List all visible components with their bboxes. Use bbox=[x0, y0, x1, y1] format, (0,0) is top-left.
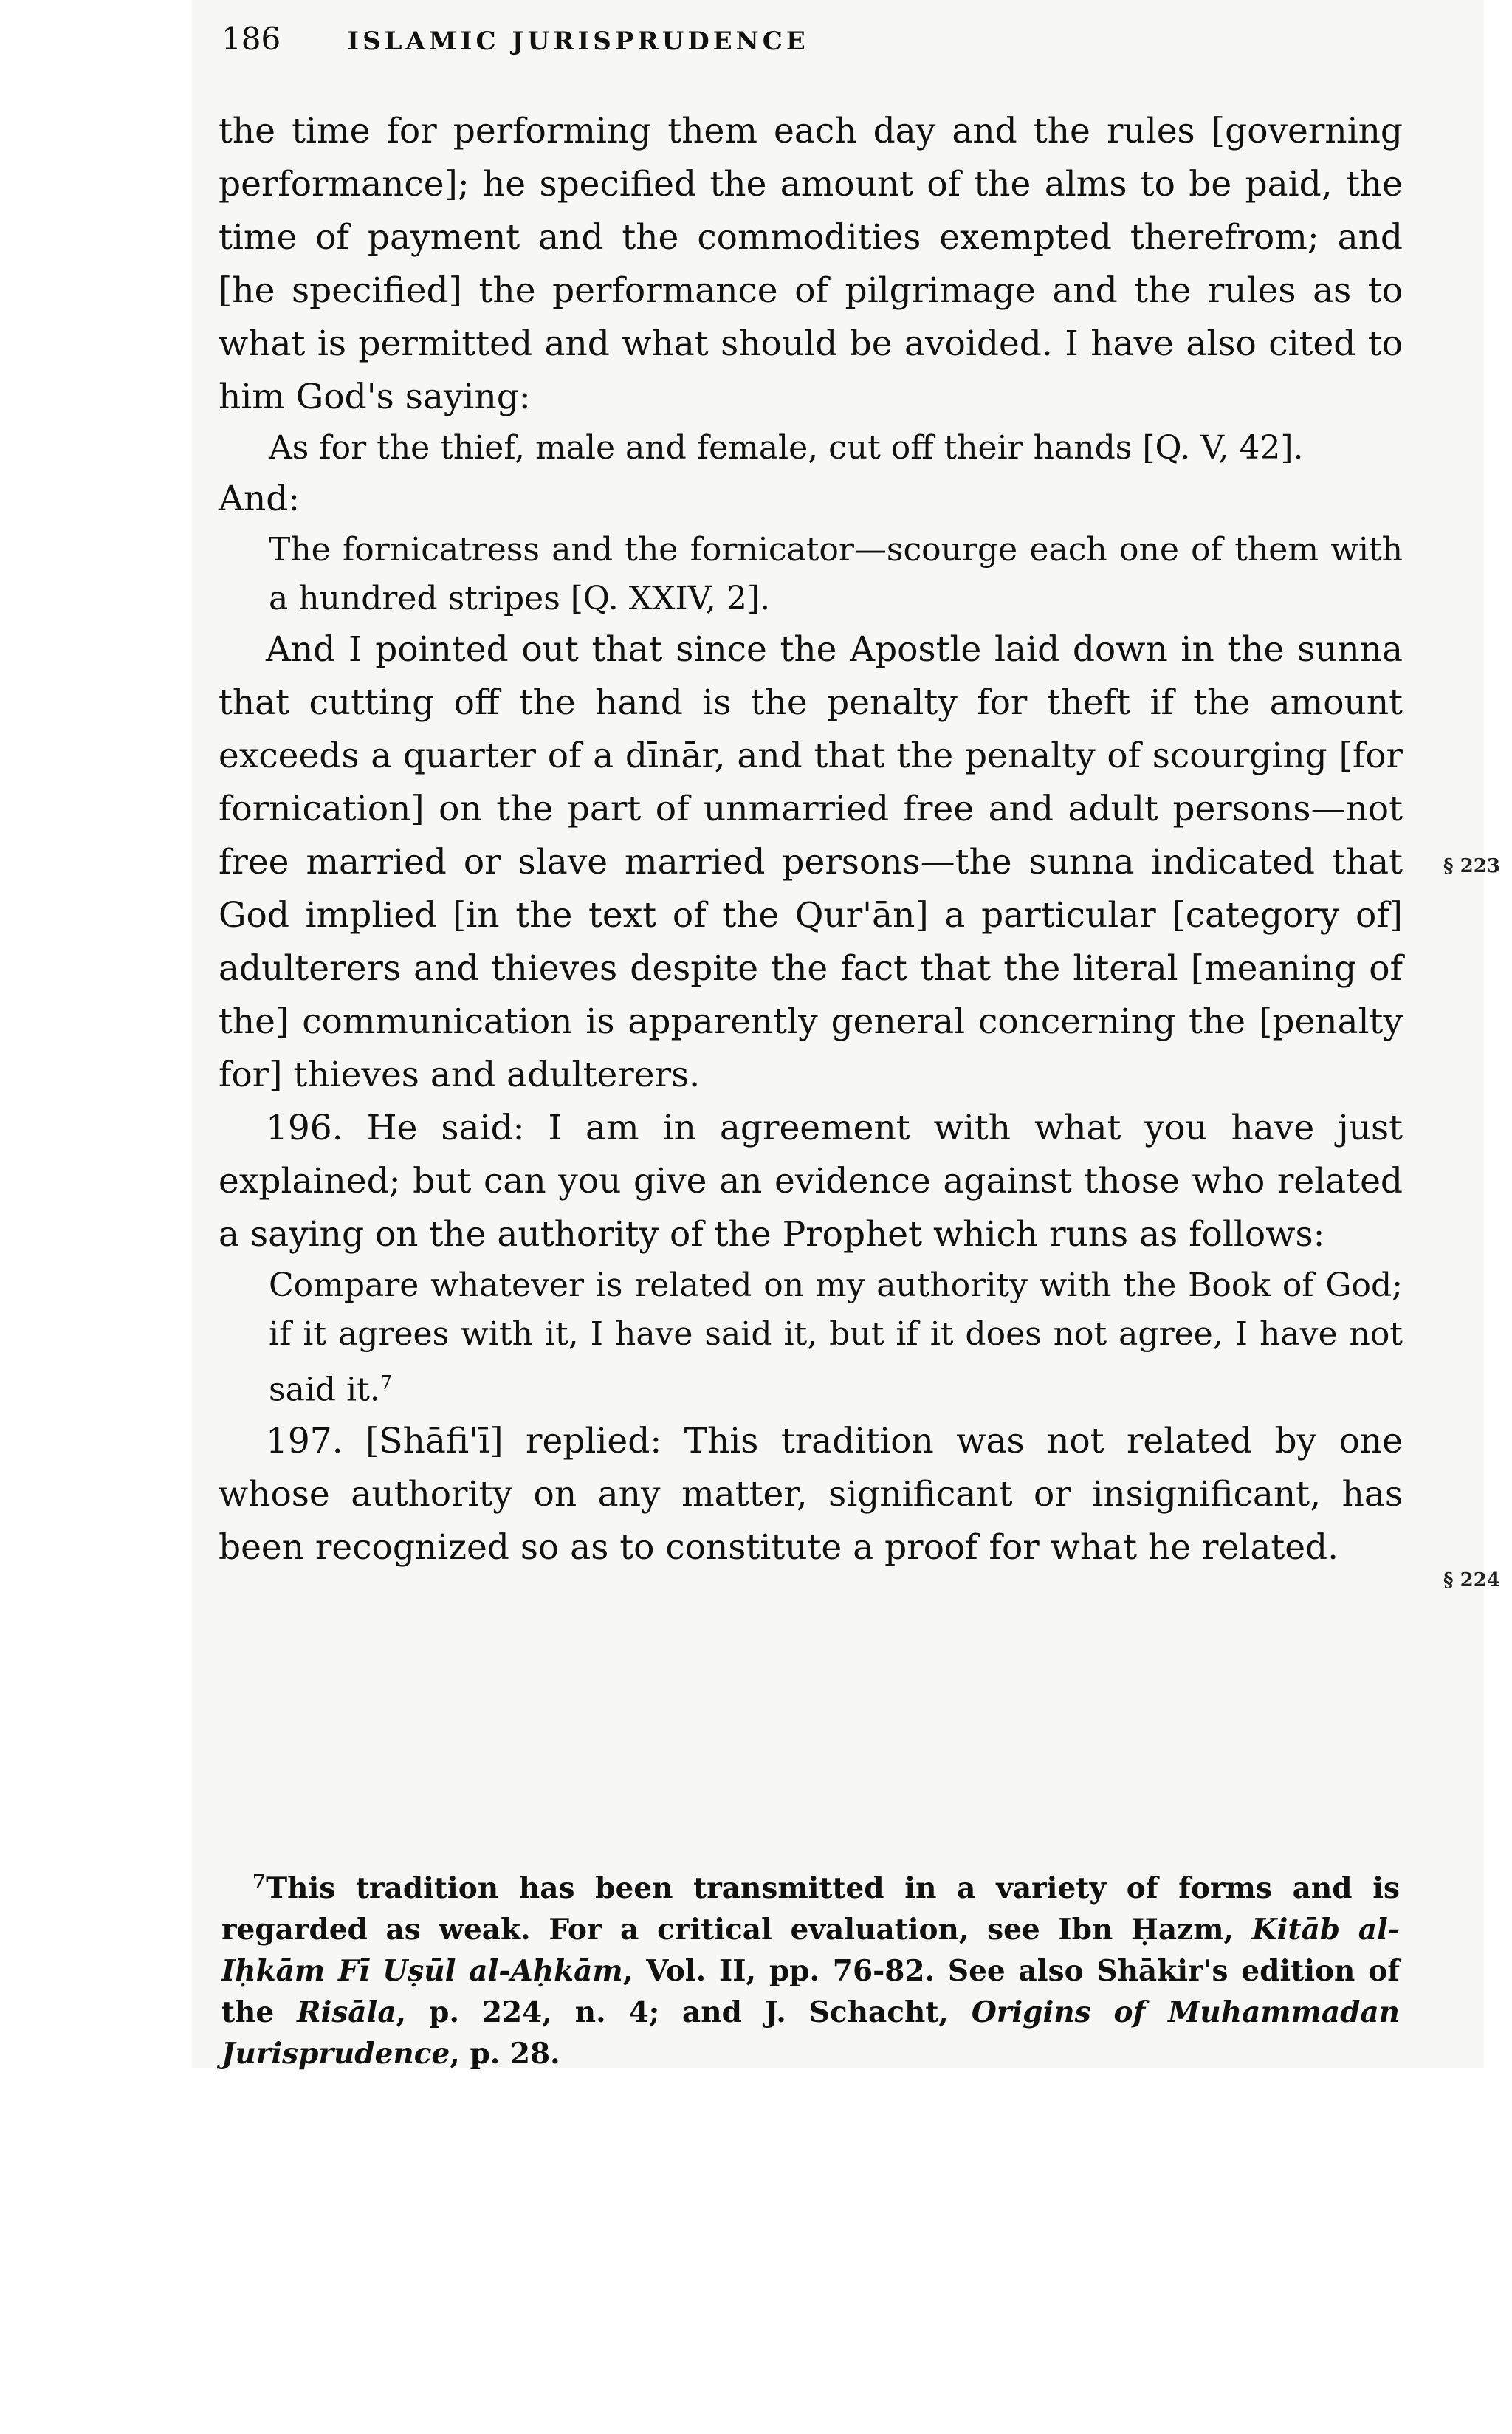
footnote-part-4: , p. 28. bbox=[450, 2037, 560, 2071]
footnote-title-risala: Risāla bbox=[297, 1995, 396, 2029]
quote-thief-verse: As for the thief, male and female, cut off their hands [Q. V, 42]. bbox=[269, 429, 1304, 467]
and-label: And: bbox=[219, 479, 300, 519]
quote-fornication-verse: The fornicatress and the fornicator—scourge each one of them with a hundred stripes [Q. XXIV, 2]. bbox=[269, 531, 1403, 617]
footnote-title-kitab: Kitāb al-Iḥkām Fī Uṣūl al-Aḥkām bbox=[221, 1913, 1401, 1988]
body-text bbox=[219, 105, 1403, 1574]
running-head: ISLAMIC JURISPRUDENCE bbox=[347, 27, 809, 56]
margin-reference-224: § 224 bbox=[1443, 1569, 1500, 1591]
footnote-text bbox=[221, 1861, 1400, 2074]
page-number: 186 bbox=[221, 21, 281, 57]
quote-prophet-saying bbox=[219, 1261, 1403, 1415]
margin-reference-223: § 223 bbox=[1443, 855, 1500, 877]
paragraph-196: 196. He said: I am in agreement with what you have just explained; but can you give an evidence against those who related a saying on the authority of the Prophet which runs as follows: bbox=[219, 1108, 1403, 1255]
footnote-part-3: , p. 224, n. 4; and J. Schacht, bbox=[396, 1995, 972, 2029]
footnote-part-2: , Vol. II, pp. 76-82. See also Shākir's edition of the bbox=[221, 1954, 1400, 2029]
footnote-reference: 7 bbox=[379, 1372, 393, 1394]
paragraph-197: 197. [Shāfi'ī] replied: This tradition was not related by one whose authority on any matter, significant or insignificant, has been recognized so as to constitute a proof for what he related. bbox=[219, 1420, 1403, 1568]
footnote-title-origins: Origins of Muhammadan Jurisprudence bbox=[221, 1995, 1401, 2071]
page-header bbox=[221, 21, 809, 65]
quote-prophet-text: Compare whatever is related on my authority with the Book of God; if it agrees with it, I have said it, but if it does not agree, I have not said it. bbox=[269, 1266, 1403, 1409]
footnote-mark: 7 bbox=[252, 1871, 267, 1893]
paragraph-apostle-sunna: And I pointed out that since the Apostle laid down in the sunna that cutting off the hand is the penalty for theft if the amount exceeds a quarter of a dīnār, and that the penalty of scourging [for fornication] on the part of unmarried free and adult persons—not free married or slave married persons—the sunna indicated that God implied [in the text of the Qur'ān] a particular [category of] adulterers and thieves despite the fact that the literal [meaning of the] communication is apparently general concerning the [penalty for] thieves and adulterers. bbox=[219, 629, 1403, 1095]
footnote bbox=[221, 1861, 1400, 2074]
paragraph-continuation: the time for performing them each day and the rules [governing performance]; he specified the amount of the alms to be paid, the time of payment and the commodities exempted therefrom; and [he specified] the performance of pilgrimage and the rules as to what is permitted and what should be avoided. I have also cited to him God's saying: bbox=[219, 111, 1403, 417]
footnote-part-1: This tradition has been transmitted in a variety of forms and is regarded as weak. For a critical evaluation, see Ibn Ḥazm, bbox=[221, 1871, 1400, 1947]
